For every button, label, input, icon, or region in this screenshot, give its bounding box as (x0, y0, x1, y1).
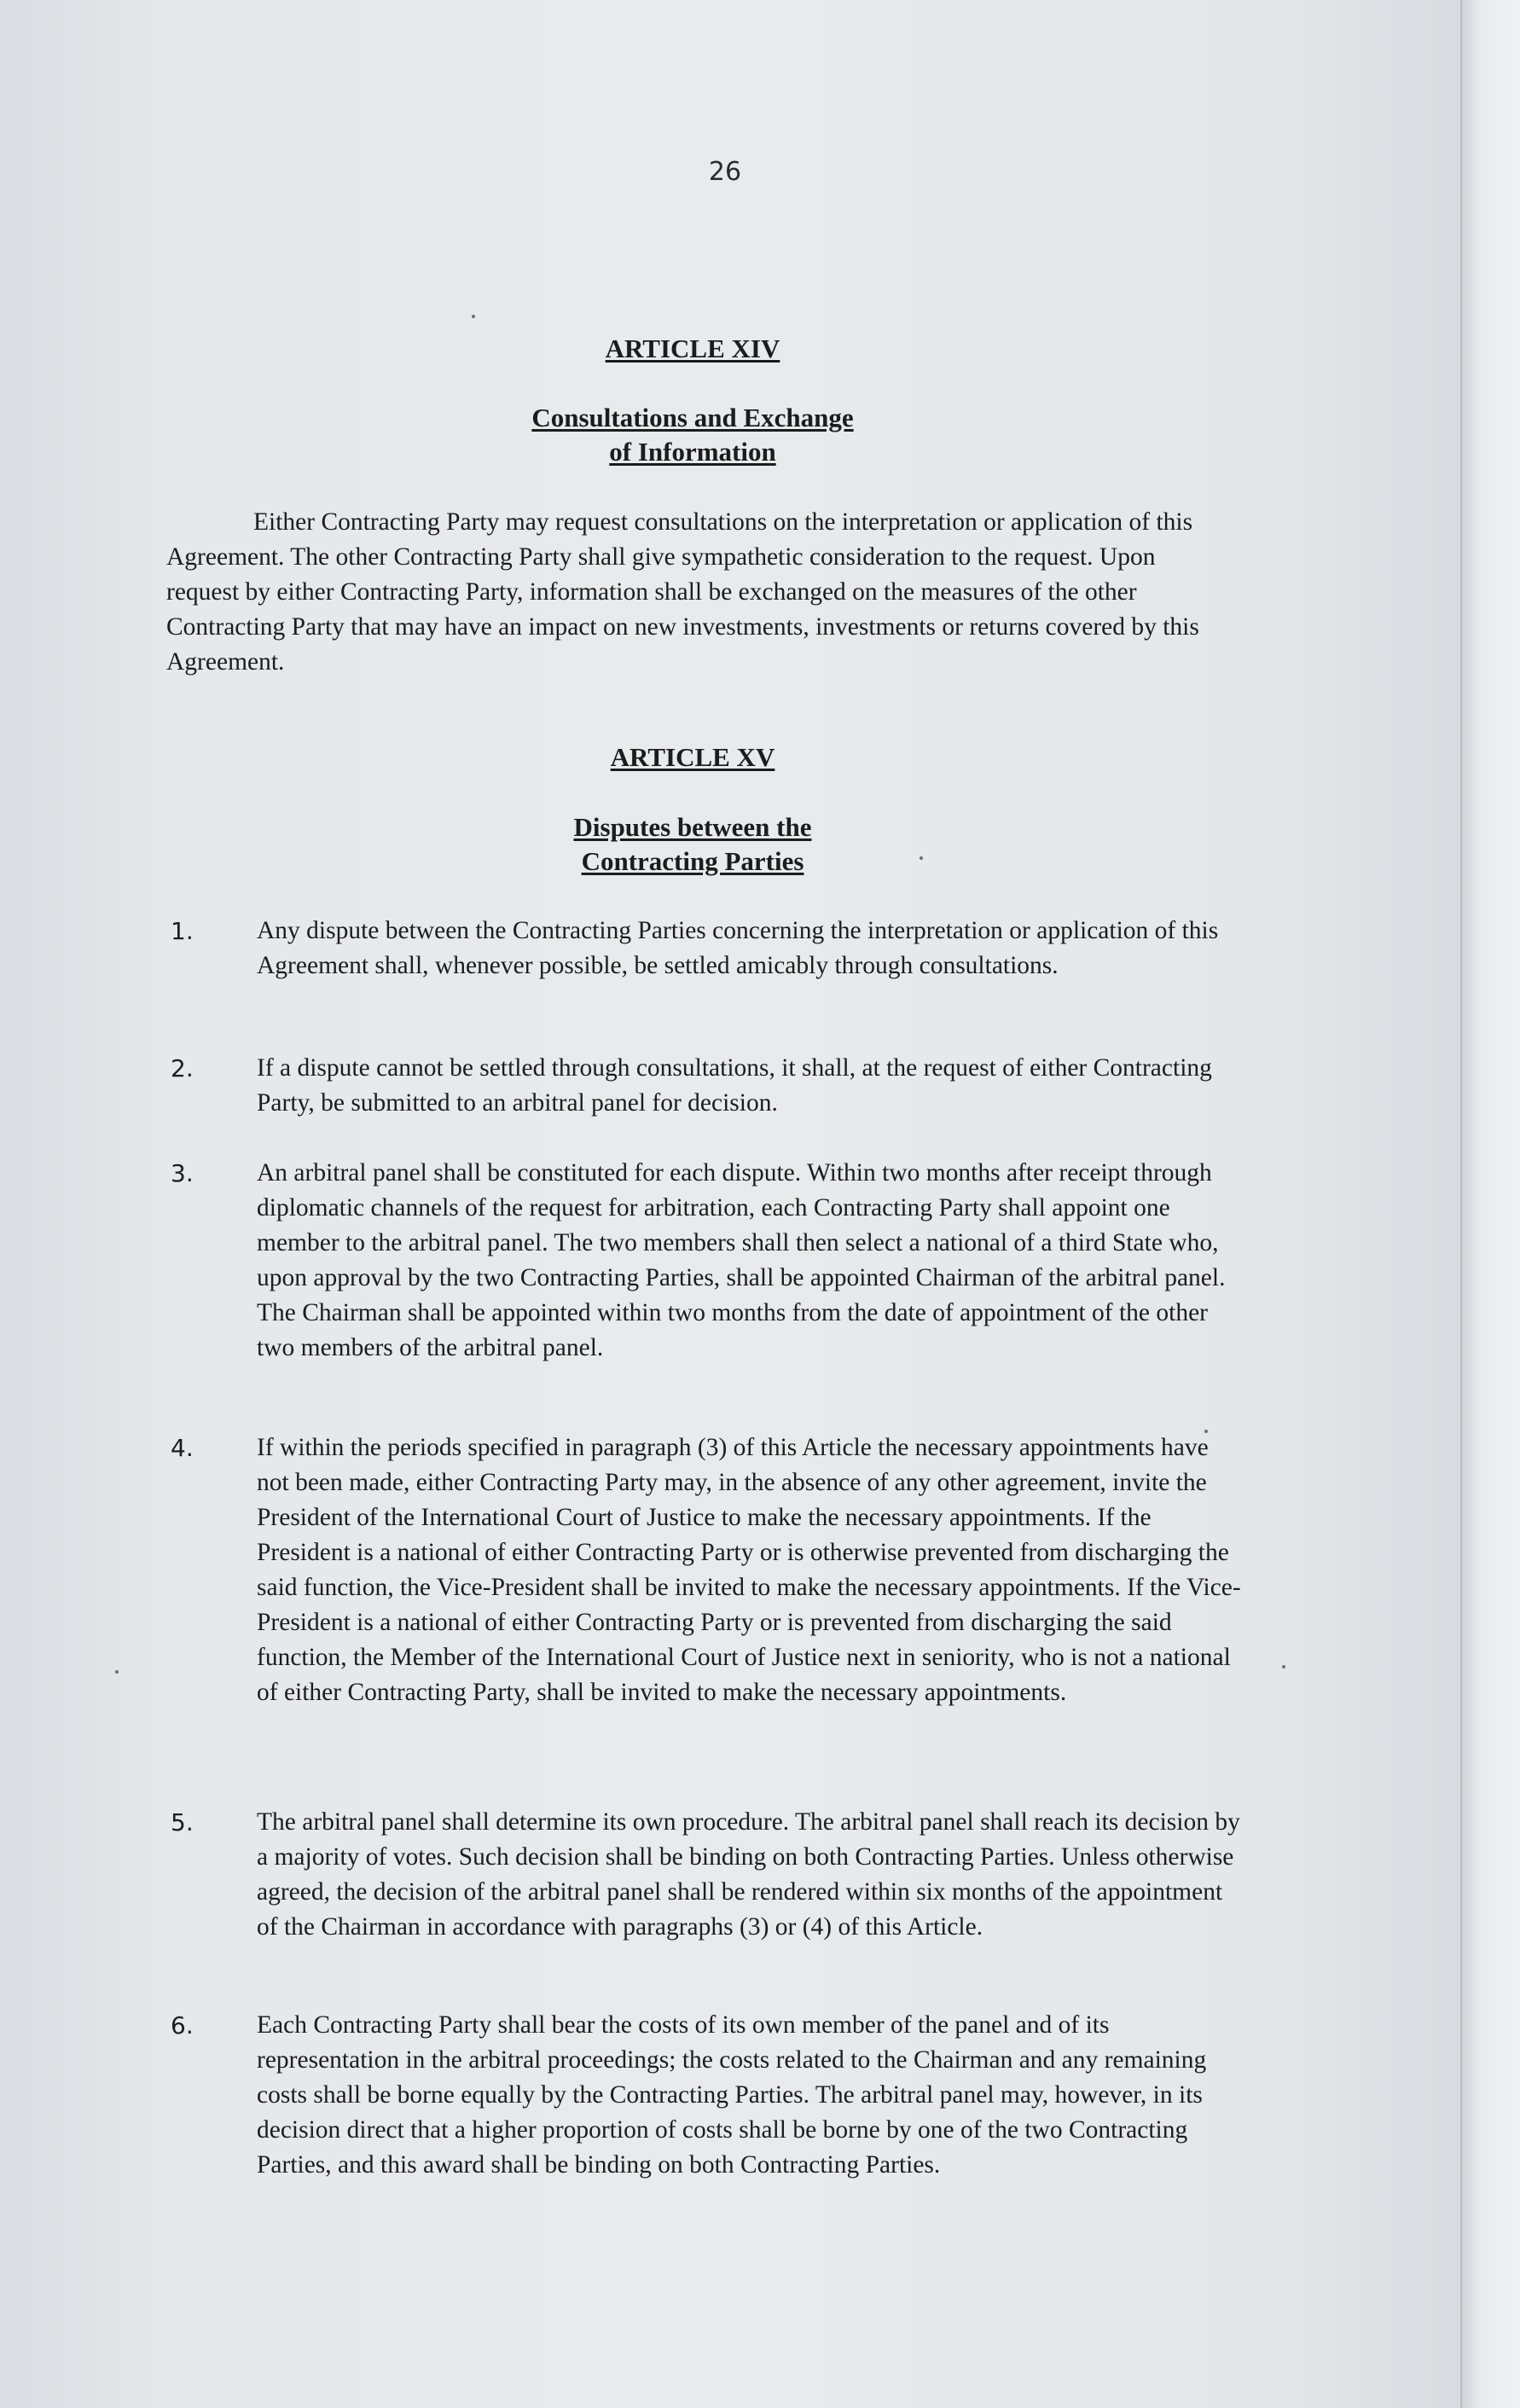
article-xiv-title: ARTICLE XIV (605, 334, 780, 363)
scan-speck (115, 1670, 119, 1674)
paragraph-text: An arbitral panel shall be constituted for each dispute. Within two months after receipt through diplomatic channels of the request for arbitration, each Contracting Party shall appoint one member to the arbitral panel. The two members shall then select a national of a third State who, upon approval by the two Contracting Parties, shall be appointed Chairman of the arbitral panel. The Chairman shall be appointed within two months from the date of appointment of the other two members of the arbitral panel. (257, 1159, 1226, 1361)
scan-speck (1204, 1430, 1208, 1433)
article-xv-subtitle-line1: Disputes between the (573, 812, 812, 842)
paragraph-number: 4. (171, 1434, 194, 1462)
page-edge (1460, 0, 1520, 2408)
paragraph-number: 1. (171, 917, 194, 945)
paragraph-text: If a dispute cannot be settled through consultations, it shall, at the request of either Contracting Party, be submitted to an arbitral panel for decision. (257, 1054, 1212, 1117)
scan-speck (1282, 1665, 1285, 1668)
scan-speck (920, 856, 923, 860)
article-xv-title: ARTICLE XV (610, 742, 775, 772)
paragraph-number: 2. (171, 1054, 194, 1082)
paragraph-text: Any dispute between the Contracting Parties concerning the interpretation or application of this Agreement shall, whenever possible, be settled amicably through consultations. (257, 917, 1219, 979)
paragraph-text: Each Contracting Party shall bear the costs of its own member of the panel and of its representation in the arbitral proceedings; the costs related to the Chairman and any remaining costs shall be borne equally by the Contracting Parties. The arbitral panel may, however, in its decision direct that a higher proportion of costs shall be borne by one of the two Contracting Parties, and this award shall be binding on both Contracting Parties. (257, 2011, 1207, 2179)
article-xiv-subtitle-line2: of Information (609, 437, 776, 467)
paragraph-text: If within the periods specified in paragraph (3) of this Article the necessary appointments have not been made, either Contracting Party may, in the absence of any other agreement, invite the President of the International Court of Justice to make the necessary appointments. If the President is a national of either Contracting Party or is otherwise prevented from discharging the said function, the Vice-President shall be invited to make the necessary appointments. If the Vice-President is a national of either Contracting Party or is prevented from discharging the said function, the Member of the International Court of Justice next in seniority, who is not a national of either Contracting Party, shall be invited to make the necessary appointments. (257, 1434, 1241, 1706)
paragraph-number: 6. (171, 2011, 194, 2040)
paragraph-number: 3. (171, 1159, 194, 1187)
paragraph-number: 5. (171, 1808, 194, 1836)
article-xv-subtitle-line2: Contracting Parties (581, 846, 804, 876)
page-number: 26 (708, 157, 742, 187)
article-xiv-body: Either Contracting Party may request consultations on the interpretation or application of this Agreement. The other Contracting Party shall give sympathetic consideration to the request. Upon request by either Contracting Party, information shall be exchanged on the measures of the other Contracting Party that may have an impact on new investments, investments or returns covered by this Agreement. (166, 508, 1199, 676)
article-xiv-subtitle-line1: Consultations and Exchange (531, 403, 854, 432)
paragraph-text: The arbitral panel shall determine its own procedure. The arbitral panel shall reach its decision by a majority of votes. Such decision shall be binding on both Contracting Parties. Unless otherwise agreed, the decision of the arbitral panel shall be rendered within six months of the appointment of the Chairman in accordance with paragraphs (3) or (4) of this Article. (257, 1808, 1240, 1941)
scan-speck (472, 315, 475, 318)
